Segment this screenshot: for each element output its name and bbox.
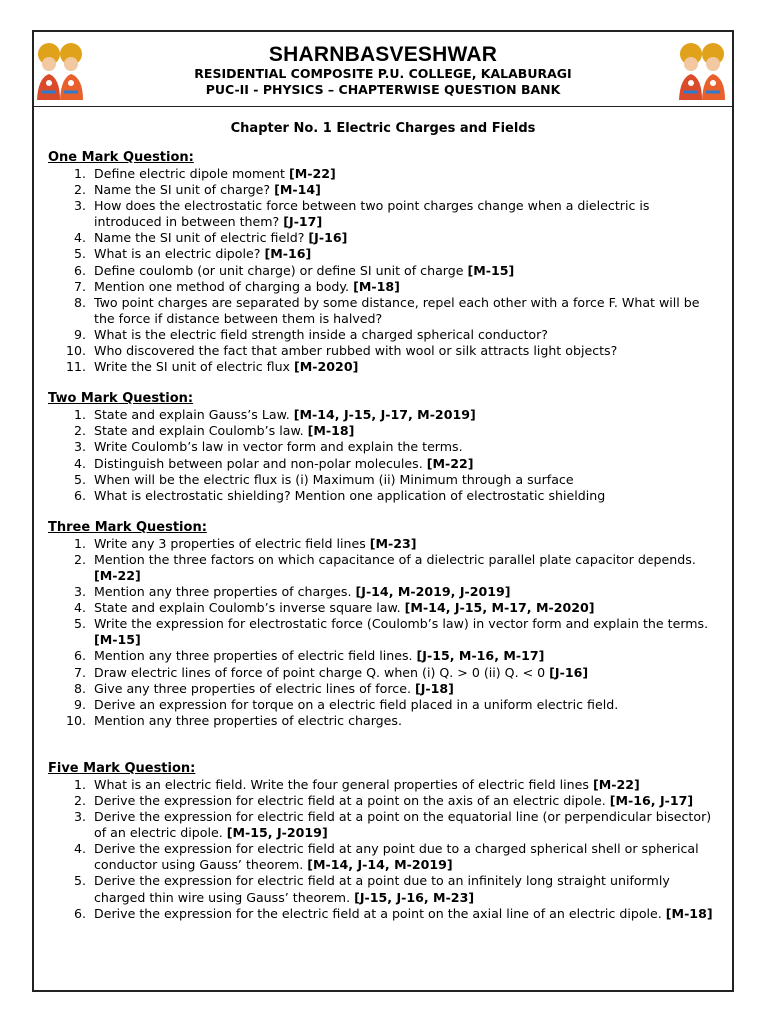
question-text: Mention one method of charging a body. [94,278,354,294]
question-text: Mention any three properties of charges. [94,584,356,600]
question-text: Mention any three properties of electric field lines. [94,648,417,664]
question-number: 3. [73,198,86,214]
exam-reference-tag: [M-16] [264,246,312,262]
question-number: 5. [73,616,86,632]
question-item [48,841,718,873]
question-number: 6. [73,648,86,664]
exam-reference-tag: [M-22] [426,455,474,471]
question-number: 5. [73,246,86,262]
question-text: Derive the expression for electric field at a point on the axis of an electric dipole. [94,793,610,808]
question-text: Derive the expression for electric field at any point due to a charged spherical shell or spherical conductor using Gauss’ theorem. [94,841,699,873]
question-text: Two point charges are separated by some distance, repel each other with a force F. What will be the force if distance between them is halved? [94,294,700,326]
question-text: Write the expression for electrostatic force (Coulomb’s law) in vector form and explain the terms. [94,616,709,632]
question-list [48,777,718,922]
question-number: 7. [73,664,86,680]
question-item [48,697,718,713]
question-text: What is electrostatic shielding? Mention one application of electrostatic shielding [94,487,606,503]
question-text: Write Coulomb’s law in vector form and explain the terms. [94,439,463,455]
exam-reference-tag: [J-15, M-16, M-17] [416,648,545,664]
question-text: Write any 3 properties of electric field lines [94,535,370,551]
question-text: Name the SI unit of electric field? [94,230,309,246]
question-item [48,793,718,809]
question-number: 4. [73,230,86,246]
exam-reference-tag: [M-15, J-2019] [226,825,328,841]
exam-reference-tag: [M-2020] [294,359,359,375]
question-text: Mention any three properties of electric charges. [94,712,402,728]
question-item [48,182,718,198]
question-text: Write the SI unit of electric flux [94,359,295,375]
question-number: 5. [73,471,86,487]
question-text: Define coulomb (or unit charge) or define SI unit of charge [94,262,468,278]
section-one-mark [48,150,718,375]
question-item [48,246,718,262]
question-item [48,166,718,182]
question-number: 2. [73,423,86,439]
institution-name: SHARNBASVESHWAR [268,43,498,66]
question-item [48,343,718,359]
question-item [48,600,718,616]
question-item [48,488,718,504]
question-item [48,584,718,600]
question-number: 10. [65,712,86,728]
question-item [48,279,718,295]
section-three-mark [48,520,718,729]
question-item [48,536,718,552]
question-item [48,906,718,922]
question-item [48,873,718,905]
question-item [48,713,718,729]
question-text: Distinguish between polar and non-polar molecules. [94,455,427,471]
question-item [48,665,718,681]
exam-reference-tag: [J-16] [308,230,348,246]
question-text: Derive an expression for torque on a electric field placed in a uniform electric field. [94,696,619,712]
question-item [48,423,718,439]
question-number: 4. [73,455,86,471]
exam-reference-tag: [M-18] [307,423,355,439]
question-text: Give any three properties of electric lines of force. [94,680,415,696]
header-divider [34,106,732,107]
course-subtitle: PUC-II - PHYSICS – CHAPTERWISE QUESTION BANK [205,82,561,97]
question-list [48,166,718,375]
exam-reference-tag: [M-18] [665,905,713,921]
question-item [48,263,718,279]
question-item [48,230,718,246]
section-title: One Mark Question: [48,150,194,165]
question-item [48,407,718,423]
question-number: 1. [73,776,86,792]
question-number: 3. [73,584,86,600]
question-text: State and explain Coulomb’s inverse square law. [94,600,405,616]
question-list [48,536,718,729]
question-number: 11. [65,359,86,375]
question-text: How does the electrostatic force between two point charges change when a dielectric is introduced in between them? [94,198,650,230]
question-list [48,407,718,504]
question-item [48,616,718,648]
question-text: Who discovered the fact that amber rubbed with wool or silk attracts light objects? [94,343,618,359]
chapter-title: Chapter No. 1 Electric Charges and Fields [230,121,536,136]
exam-reference-tag: [M-15] [467,262,515,278]
section-title: Three Mark Question: [48,519,207,535]
question-text: What is an electric dipole? [94,246,265,262]
section-five-mark [48,761,718,922]
question-text: Mention the three factors on which capacitance of a dielectric parallel plate capacitor depends. [94,551,696,567]
question-bank-content [48,120,718,922]
exam-reference-tag: [M-16, J-17] [609,793,694,808]
question-number: 2. [73,182,86,198]
section-two-mark [48,391,718,504]
question-item [48,681,718,697]
question-number: 5. [73,873,86,889]
question-item [48,198,718,230]
exam-reference-tag: [M-14, J-15, M-17, M-2020] [404,600,595,616]
question-number: 2. [73,793,86,808]
section-title: Two Mark Question: [48,391,194,407]
college-name: RESIDENTIAL COMPOSITE P.U. COLLEGE, KALABURAGI [194,66,572,81]
question-number: 6. [73,262,86,278]
question-item [48,552,718,584]
question-number: 10. [65,343,86,359]
section-title: Five Mark Question: [48,760,196,776]
question-text: Derive the expression for the electric field at a point on the axial line of an electric dipole. [94,905,666,921]
question-number: 9. [73,696,86,712]
question-item [48,359,718,375]
question-number: 3. [73,439,86,455]
exam-reference-tag: [M-14, J-15, J-17, M-2019] [293,407,476,423]
exam-reference-tag: [M-22] [592,776,640,792]
question-text: State and explain Gauss’s Law. [94,407,294,423]
question-number: 8. [73,294,86,310]
question-text: Draw electric lines of force of point charge Q. when (i) Q. > 0 (ii) Q. < 0 [94,664,550,680]
question-number: 1. [73,407,86,423]
question-number: 4. [73,841,86,857]
exam-reference-tag: [M-23] [369,535,417,551]
question-number: 3. [73,809,86,825]
question-number: 1. [73,535,86,551]
question-text: When will be the electric flux is (i) Maximum (ii) Minimum through a surface [94,471,574,487]
question-number: 2. [73,551,86,567]
question-item [48,809,718,841]
exam-reference-tag: [M-14, J-14, M-2019] [307,857,453,873]
question-item [48,439,718,455]
exam-reference-tag: [J-16] [549,664,589,680]
question-text: What is an electric field. Write the four general properties of electric field lines [94,776,593,792]
exam-reference-tag: [J-18] [414,680,454,696]
question-text: Define electric dipole moment [94,166,289,181]
question-item [48,648,718,664]
question-number: 9. [73,326,86,342]
question-number: 1. [73,166,86,181]
question-text: Derive the expression for electric field at a point due to an infinitely long straight uniformly charged thin wire using Gauss’ theorem. [94,873,670,905]
exam-reference-tag: [M-22] [94,567,141,583]
question-number: 4. [73,600,86,616]
exam-reference-tag: [M-22] [288,166,336,181]
question-item [48,777,718,793]
question-number: 6. [73,487,86,503]
question-number: 6. [73,905,86,921]
exam-reference-tag: [J-15, J-16, M-23] [354,889,475,905]
question-number: 8. [73,680,86,696]
exam-reference-tag: [J-14, M-2019, J-2019] [355,584,511,600]
exam-reference-tag: [M-18] [353,278,400,294]
exam-reference-tag: [M-15] [94,632,141,648]
question-number: 7. [73,278,86,294]
question-text: What is the electric field strength inside a charged spherical conductor? [94,326,548,342]
question-item [48,472,718,488]
question-text: State and explain Coulomb’s law. [94,423,308,439]
question-text: Name the SI unit of charge? [94,182,275,198]
document-header [34,44,732,98]
question-item [48,327,718,343]
question-item [48,456,718,472]
page-frame [32,30,734,992]
question-text: Derive the expression for electric field at a point on the equatorial line (or perpendicular bisector) of an electric dipole. [94,809,712,841]
exam-reference-tag: [J-17] [283,214,323,230]
question-item [48,295,718,327]
exam-reference-tag: [M-14] [274,182,321,198]
